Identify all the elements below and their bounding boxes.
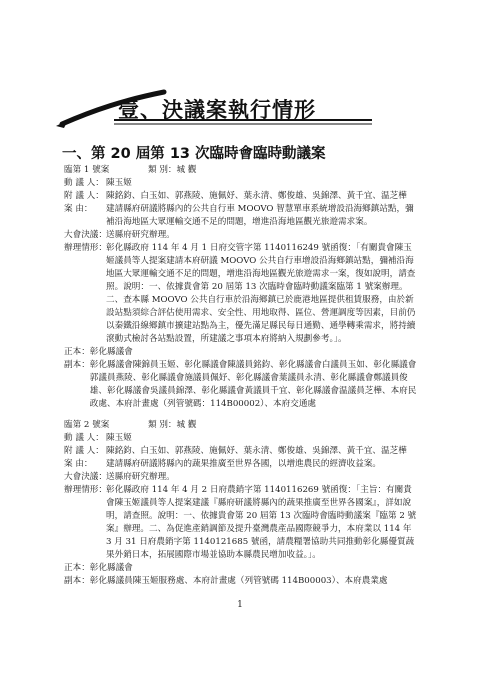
proposer: 陳玉姬 <box>106 433 132 443</box>
motion-number: 臨第 1 號案 <box>64 165 110 175</box>
field-label: 動 議 人： <box>64 433 104 443</box>
motion-item-1 <box>64 164 418 411</box>
motion-category: 類 別：城 觀 <box>148 165 197 175</box>
field-label: 辦理情形： <box>64 243 107 253</box>
cosigners: 陳銘鈞、白玉如、郭燕陵、施佩妤、葉永清、鄭俊雄、吳錦澤、黃千宜、温芝樺 <box>106 191 407 201</box>
chapter-title: 壹、決議案執行情形 <box>118 98 316 122</box>
field-label: 案 由： <box>64 204 93 214</box>
copy-recipients: 彰化縣議員陳玉姬服務處、本府計畫處（列管號碼 114B00003）、本府農業處 <box>89 576 388 586</box>
field-label: 副本： <box>64 576 90 586</box>
copy-recipients: 彰化縣議會陳錦員玉姬、彰化縣議會陳議員銘鈞、彰化縣議會白議員玉如、彰化縣議會郭議員燕陵、彰化縣議會施議員佩妤、彰化縣議會葉議員永清、彰化縣議會鄭議員俊雄、彰化縣議會吳議員錦澤、彰化縣議會黃議員千宜、彰化縣議會温議員芝樺、本府民政處、本府計畫處（列管號碼：114B00002）、本府交通處 <box>89 360 417 409</box>
status-text: 彰化縣政府 114 年 4 月 2 日府農銷字第 1140116269 號函復：「主旨：有關貴會陳玉姬議員等人提案建議『縣府研議將縣內的蔬果推廣至世界各國案』，詳如說明，請查照。說明：一、依據貴會第 20 屆第 13 次臨時會臨時動議案『臨第 2 號案』辦理。二、為促進產銷調節及提升臺灣農產品國際競爭力，本府業以 114 年 3 月 31 日府農銷字第 1140121685 號函，請農糧署協助共同推動彰化縣優質蔬果外銷日本，拓展國際市場並協助本縣農民增加收益。」。 <box>106 485 417 560</box>
page-number: 1 <box>237 600 243 610</box>
case-summary: 建請縣府研議將縣內的公共自行車 MOOVO 智慧單車系統增設沿海鄉鎮站點，彌補沿海地區大眾運輸交通不足的問題，增進沿海地區觀光旅遊需求案。 <box>106 204 414 227</box>
case-summary: 建請縣府研議將縣內的蔬果推廣至世界各國，以增進農民的經濟收益案。 <box>106 459 382 469</box>
motion-number: 臨第 2 號案 <box>64 420 110 430</box>
cosigners: 陳銘鈞、白玉如、郭燕陵、施佩妤、葉永清、鄭俊雄、吳錦澤、黃千宜、温芝樺 <box>106 446 407 456</box>
resolution: 送縣府研究辦理。 <box>106 230 175 240</box>
field-label: 案 由： <box>64 459 93 469</box>
motion-list <box>64 164 418 588</box>
field-label: 副本： <box>64 360 90 370</box>
field-label: 大會決議： <box>64 472 107 482</box>
field-label: 動 議 人： <box>64 178 104 188</box>
main-recipient: 彰化縣議會 <box>89 347 133 357</box>
field-label: 附 議 人： <box>64 446 104 456</box>
motion-item-2 <box>64 419 418 588</box>
field-label: 辦理情形： <box>64 485 107 495</box>
field-label: 正本： <box>64 563 90 573</box>
field-label: 正本： <box>64 347 90 357</box>
field-label: 附 議 人： <box>64 191 104 201</box>
field-label: 大會決議： <box>64 230 107 240</box>
status-text: 彰化縣政府 114 年 4 月 1 日府交管字第 1140116249 號函復：「有關貴會陳玉姬議員等人提案建請本府研議 MOOVO 公共自行車增設沿海鄉鎮站點，彌補沿海地區大眾運輸交通不足的問題，增進沿海地區觀光旅遊需求一案，復如說明，請查照。說明：一、依據貴會第 20 屆第 13 次臨時會臨時動議案臨第 1 號案辦理。二、查本縣 MOOVO 公共自行車於沿海鄉鎮已於鹿港地區提供租賃服務，由於新設站點須綜合評估使用需求、安全性、用地取得、區位、營運調度等因素，目前仍以秦鐵沿線鄉鎮市擴建站點為主，優先滿足縣民每日通勤、通學轉乘需求，將持續滾動式檢討各站點設置，所建議之事項本府將納入規劃參考。」。 <box>106 243 416 344</box>
proposer: 陳玉姬 <box>106 178 132 188</box>
main-recipient: 彰化縣議會 <box>89 563 133 573</box>
motion-category: 類 別：城 觀 <box>148 420 197 430</box>
section-title: 一、第 20 屆第 13 次臨時會臨時動議案 <box>62 146 326 162</box>
resolution: 送縣府研究辦理。 <box>106 472 175 482</box>
